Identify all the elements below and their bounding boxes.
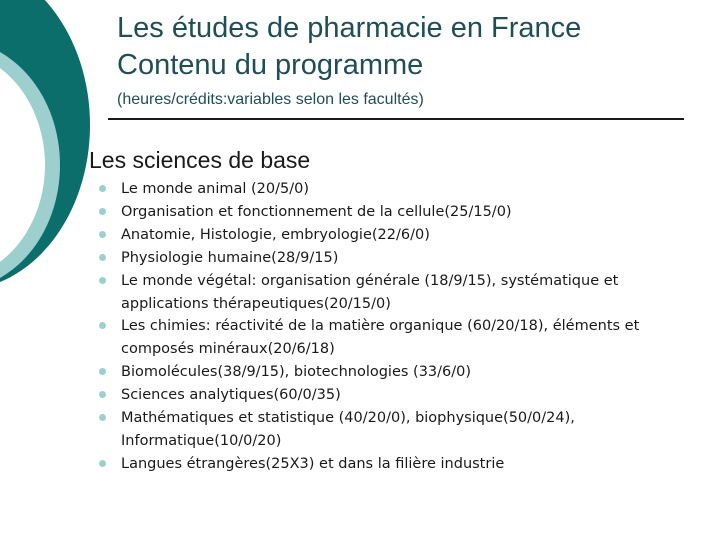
list-item xyxy=(98,407,698,453)
list-item-text: Anatomie, Histologie, embryologie(22/6/0) xyxy=(121,226,430,243)
bullet-dot-icon xyxy=(99,368,106,375)
list-item xyxy=(98,361,698,384)
subject-list xyxy=(98,178,698,476)
list-item xyxy=(98,201,698,224)
section-label: Les sciences de base xyxy=(89,147,311,173)
list-item-text: Mathématiques et statistique (40/20/0), biophysique(50/0/24), Informatique(10/0/20) xyxy=(121,410,575,449)
bullet-dot-icon xyxy=(99,254,106,261)
bullet-dot-icon xyxy=(99,391,106,398)
hollow-circle-bullet-icon xyxy=(62,157,73,168)
list-item-text: Organisation et fonctionnement de la cellule(25/15/0) xyxy=(121,203,512,220)
list-item xyxy=(98,247,698,270)
title-line-1: Les études de pharmacie en France xyxy=(117,12,582,44)
bullet-dot-icon xyxy=(99,277,106,284)
bullet-dot-icon xyxy=(99,185,106,192)
list-item-text: Biomolécules(38/9/15), biotechnologies (33/6/0) xyxy=(121,364,472,381)
slide-title xyxy=(117,10,581,84)
slide-subtitle: (heures/crédits:variables selon les facultés) xyxy=(117,91,424,108)
bullet-dot-icon xyxy=(99,208,106,215)
list-item-text: Les chimies: réactivité de la matière organique (60/20/18), éléments et composés minéraux(20/6/18) xyxy=(121,318,640,358)
list-item xyxy=(98,178,698,201)
list-item-text: Physiologie humaine(28/9/15) xyxy=(121,249,339,266)
list-item xyxy=(98,270,698,316)
title-line-2: Contenu du programme xyxy=(117,49,424,81)
list-item-text: Langues étrangères(25X3) et dans la filière industrie xyxy=(121,455,505,472)
title-divider xyxy=(108,118,684,120)
list-item xyxy=(98,315,698,361)
list-item-text: Le monde végétal: organisation générale (18/9/15), systématique et applications thérapeutiques(20/15/0) xyxy=(121,272,619,312)
list-item xyxy=(98,224,698,247)
list-item-text: Sciences analytiques(60/0/35) xyxy=(121,387,341,404)
bullet-dot-icon xyxy=(99,414,106,421)
list-item xyxy=(98,453,698,476)
list-item-text: Le monde animal (20/5/0) xyxy=(121,181,310,197)
bullet-dot-icon xyxy=(99,460,106,467)
bullet-dot-icon xyxy=(99,231,106,238)
bullet-dot-icon xyxy=(99,322,106,329)
list-item xyxy=(98,384,698,407)
